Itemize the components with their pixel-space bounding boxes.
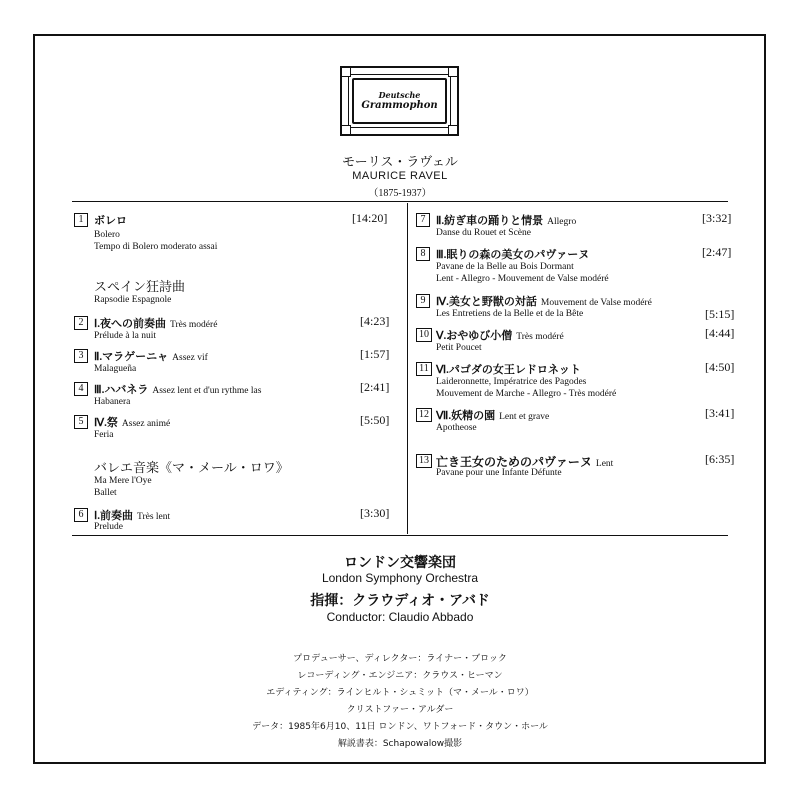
track-duration: [5:15]: [705, 307, 735, 321]
track-number: 3: [74, 349, 88, 363]
track-duration: [1:57]: [360, 347, 390, 361]
track-duration: [6:35]: [705, 452, 735, 466]
track-title: Ⅱ.紡ぎ車の踊りと情景 Allegro: [436, 214, 577, 227]
credit-cover-photo: 解説書表：Schapowalow撮影: [337, 739, 463, 749]
track-subtitle: Laideronnette, Impératrice des Pagodes: [436, 377, 587, 387]
divider-top: [72, 201, 728, 202]
track-number: 6: [74, 508, 88, 522]
track-subtitle: Petit Poucet: [436, 343, 482, 353]
track-number: 1: [74, 213, 88, 227]
track-title: Ⅱ.マラゲーニャ Assez vif: [94, 350, 208, 363]
track-title: Ⅲ.眠りの森の美女のパヴァーヌ: [436, 248, 590, 261]
track-title: Ⅶ.妖精の園 Lent et grave: [436, 409, 550, 422]
track-number: 13: [416, 454, 432, 468]
section-title-rapsodie: スペイン狂詩曲: [94, 280, 186, 295]
track-tempo: Mouvement de Marche - Allegro - Très modéré: [436, 389, 617, 399]
track-number: 9: [416, 294, 430, 308]
track-duration: [14:20]: [352, 211, 388, 225]
track-subtitle: Apotheose: [436, 423, 477, 433]
credit-producer: プロデューサー、ディレクター：ライナー・ブロック: [293, 654, 507, 664]
divider-column: [407, 203, 408, 534]
track-title: Ⅲ.ハバネラ Assez lent et d'un rythme las: [94, 383, 262, 396]
track-number: 2: [74, 316, 88, 330]
track-duration: [4:44]: [705, 326, 735, 340]
section-subtitle-ballet-2: Ballet: [94, 488, 117, 498]
track-tempo: Lent - Allegro - Mouvement de Valse modéré: [436, 274, 609, 284]
track-duration: [3:30]: [360, 506, 390, 520]
track-number: 5: [74, 415, 88, 429]
logo-line1: Deutsche: [378, 90, 421, 100]
track-number: 10: [416, 328, 432, 342]
track-number: 7: [416, 213, 430, 227]
track-title: Ⅳ.美女と野獣の対話 Mouvement de Valse modéré: [436, 295, 652, 308]
conductor-en: Conductor: Claudio Abbado: [326, 610, 474, 624]
track-subtitle: Habanera: [94, 397, 131, 407]
track-subtitle: Prelude: [94, 522, 124, 532]
track-number: 4: [74, 382, 88, 396]
track-duration: [5:50]: [360, 413, 390, 427]
credit-engineer: レコーディング・エンジニア：クラウス・ヒーマン: [297, 671, 503, 681]
track-duration: [4:50]: [705, 360, 735, 374]
credit-editing-2: クリストファー・アルダー: [346, 705, 454, 715]
track-duration: [3:41]: [705, 406, 735, 420]
track-duration: [2:41]: [360, 380, 390, 394]
track-number: 12: [416, 408, 432, 422]
deutsche-grammophon-logo: [340, 66, 459, 136]
credit-editing: エディティング：ラインヒルト・シュミット（マ・メール・ロワ）: [266, 688, 534, 698]
track-number: 8: [416, 247, 430, 261]
track-tempo: Tempo di Bolero moderato assai: [94, 242, 218, 252]
credit-recording-data: データ：1985年6月10、11日 ロンドン、ワトフォード・タウン・ホール: [252, 722, 548, 732]
composer-name-jp: モーリス・ラヴェル: [342, 155, 458, 170]
track-title: ボレロ: [94, 214, 127, 227]
track-title: Ⅰ.前奏曲 Très lent: [94, 509, 171, 522]
track-title: Ⅴ.おやゆび小僧 Très modéré: [436, 329, 564, 342]
orchestra-name-jp: ロンドン交響楽団: [344, 555, 456, 571]
section-subtitle-ballet: Ma Mere l'Oye: [94, 476, 152, 486]
track-duration: [2:47]: [702, 245, 732, 259]
track-duration: [4:23]: [360, 314, 390, 328]
section-subtitle-rapsodie: Rapsodie Espagnole: [94, 295, 172, 305]
track-title: Ⅵ.パゴダの女王レドロネット: [436, 363, 581, 376]
conductor-jp: 指揮：クラウディオ・アバド: [310, 593, 490, 609]
composer-years: （1875-1937）: [368, 188, 432, 199]
track-subtitle: Pavane de la Belle au Bois Dormant: [436, 262, 574, 272]
track-title: 亡き王女のためのパヴァーヌ Lent: [436, 455, 614, 469]
track-subtitle: Les Entretiens de la Belle et de la Bête: [436, 309, 584, 319]
composer-name-en: MAURICE RAVEL: [352, 170, 448, 182]
orchestra-name-en: London Symphony Orchestra: [321, 571, 479, 585]
track-subtitle: Danse du Rouet et Scène: [436, 228, 531, 238]
track-subtitle: Prélude à la nuit: [94, 331, 156, 341]
track-title: Ⅳ.祭 Assez animé: [94, 416, 171, 429]
logo-line2: Grammophon: [361, 100, 438, 111]
divider-bottom: [72, 535, 728, 536]
section-title-ballet: バレエ音楽《マ・メール・ロワ》: [94, 461, 289, 476]
track-number: 11: [416, 362, 432, 376]
track-duration: [3:32]: [702, 211, 732, 225]
track-subtitle: Bolero: [94, 230, 120, 240]
track-subtitle: Malagueña: [94, 364, 137, 374]
track-title: Ⅰ.夜への前奏曲 Très modéré: [94, 317, 218, 330]
track-subtitle: Feria: [94, 430, 114, 440]
track-subtitle: Pavane pour une Infante Défunte: [436, 468, 562, 478]
